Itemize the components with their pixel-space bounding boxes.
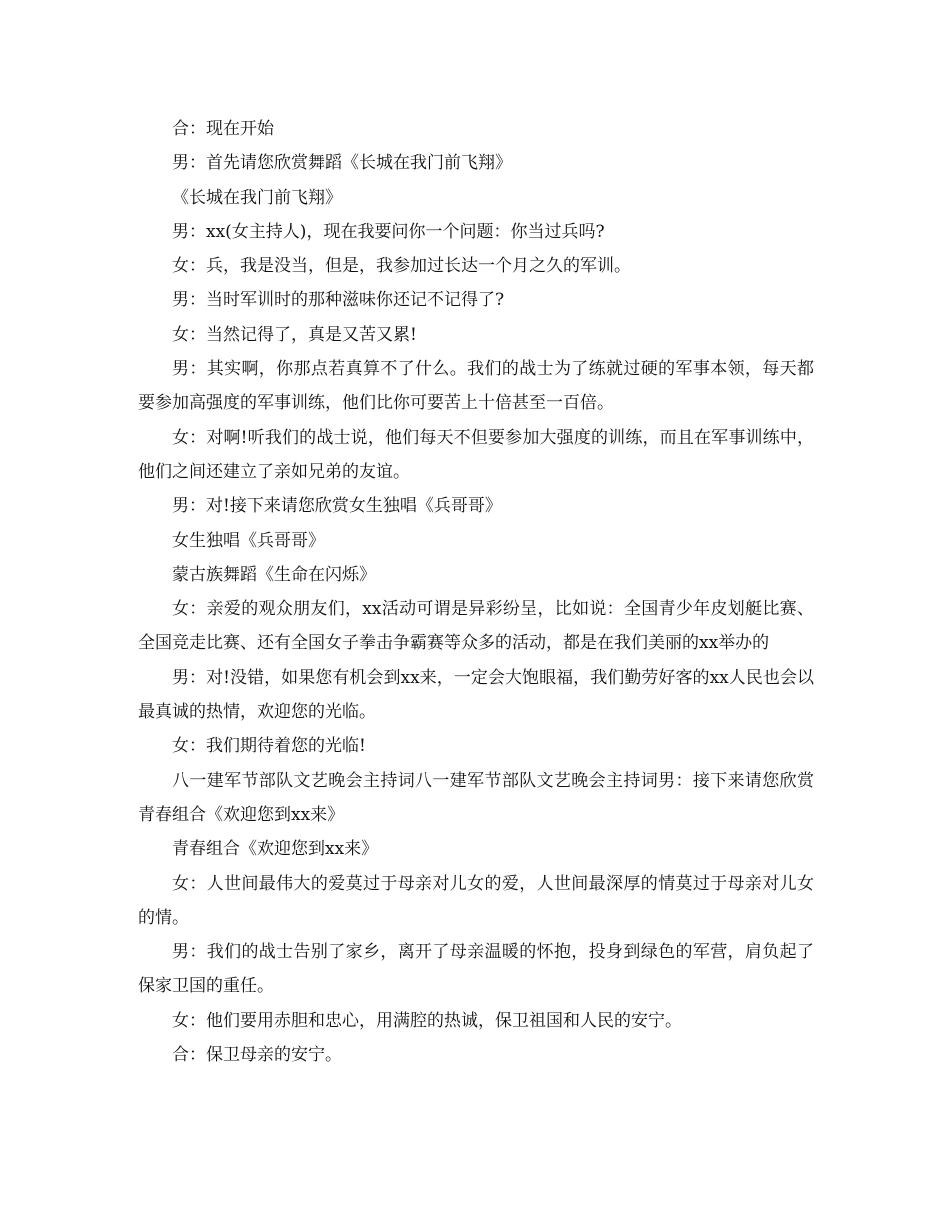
paragraph: 男：对!没错，如果您有机会到xx来，一定会大饱眼福，我们勤劳好客的xx人民也会以最真诚的热情，欢迎您的光临。: [138, 667, 814, 723]
paragraph: 青春组合《欢迎您到xx来》: [172, 839, 379, 860]
paragraph: 八一建军节部队文艺晚会主持词八一建军节部队文艺晚会主持词男：接下来请您欣赏青春组合《欢迎您到xx来》: [138, 770, 814, 825]
paragraph: 合：现在开始: [172, 119, 274, 139]
paragraph: 女：我们期待着您的光临!: [172, 736, 366, 757]
paragraph: 女生独唱《兵哥哥》: [172, 530, 325, 551]
paragraph: 男：首先请您欣赏舞蹈《长城在我门前飞翔》: [172, 153, 512, 174]
paragraph: 女：亲爱的观众朋友们，xx活动可谓是异彩纷呈，比如说：全国青少年皮划艇比赛、全国竞走比赛、还有全国女子拳击争霸赛等众多的活动，都是在我们美丽的xx举办的: [138, 599, 814, 654]
paragraph: 男：我们的战士告别了家乡，离开了母亲温暖的怀抱，投身到绿色的军营，肩负起了保家卫国的重任。: [138, 942, 814, 997]
paragraph: 女：人世间最伟大的爱莫过于母亲对儿女的爱，人世间最深厚的情莫过于母亲对儿女的情。: [138, 873, 814, 928]
paragraph: 女：兵，我是没当，但是，我参加过长达一个月之久的军训。: [172, 256, 631, 277]
paragraph: 男：其实啊，你那点若真算不了什么。我们的战士为了练就过硬的军事本领，每天都要参加高强度的军事训练，他们比你可要苦上十倍甚至一百倍。: [138, 359, 814, 414]
paragraph: 《长城在我门前飞翔》: [172, 187, 342, 208]
paragraph: 女：对啊!听我们的战士说，他们每天不但要参加大强度的训练，而且在军事训练中，他们之间还建立了亲如兄弟的友谊。: [138, 427, 814, 482]
paragraph: 蒙古族舞蹈《生命在闪烁》: [172, 564, 376, 585]
document-body: [138, 112, 814, 1072]
paragraph: 合：保卫母亲的安宁。: [172, 1045, 342, 1066]
paragraph: 男：xx(女主持人)，现在我要问你一个问题：你当过兵吗?: [172, 221, 605, 242]
paragraph: 男：对!接下来请您欣赏女生独唱《兵哥哥》: [172, 496, 502, 517]
paragraph: 女：当然记得了，真是又苦又累!: [172, 324, 417, 345]
paragraph: 男：当时军训时的那种滋味你还记不记得了?: [172, 290, 505, 311]
paragraph: 女：他们要用赤胆和忠心，用满腔的热诚，保卫祖国和人民的安宁。: [172, 1010, 682, 1031]
